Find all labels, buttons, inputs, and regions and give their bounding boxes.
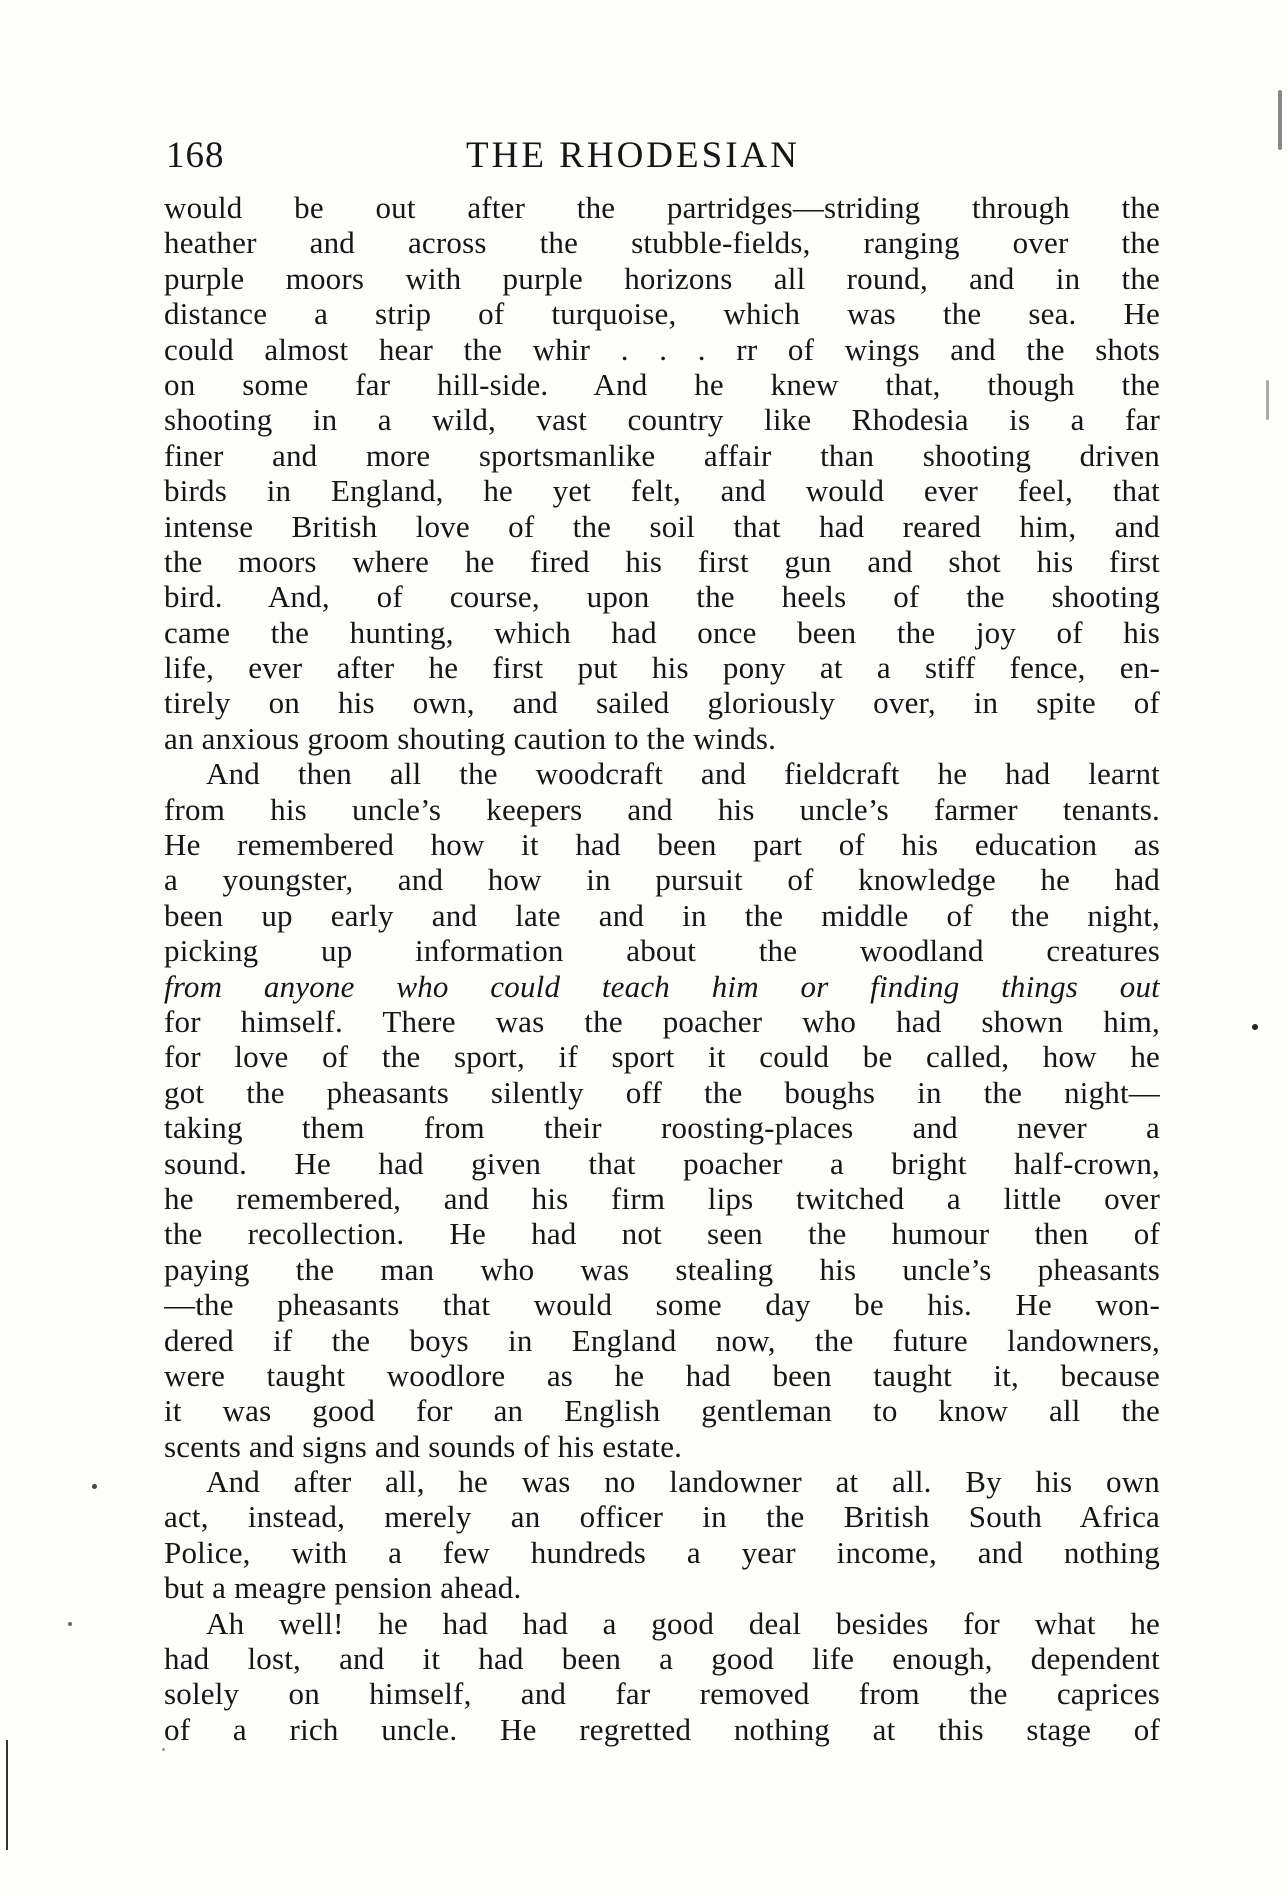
scan-edge-mark: [6, 1740, 8, 1850]
text-line: of a rich uncle. He regretted nothing at this stage of: [164, 1711, 1160, 1747]
text-line: Ah well! he had had a good deal besides for what he: [206, 1605, 1160, 1641]
text-line: sound. He had given that poacher a bright half-crown,: [164, 1145, 1160, 1181]
text-line: taking them from their roosting-places and never a: [164, 1110, 1160, 1146]
text-line: the recollection. He had not seen the humour then of: [164, 1216, 1160, 1252]
text-line: solely on himself, and far removed from the caprices: [164, 1676, 1160, 1712]
running-title: THE RHODESIAN: [466, 135, 800, 176]
scan-speck: [1266, 380, 1269, 420]
scan-speck: [92, 1484, 97, 1489]
text-line: intense British love of the soil that had reared him, and: [164, 508, 1160, 544]
text-line: dered if the boys in England now, the future landowners,: [164, 1322, 1160, 1358]
text-line: heather and across the stubble-fields, ranging over the: [164, 225, 1160, 261]
text-line: the moors where he fired his first gun and shot his first: [164, 543, 1160, 579]
text-line: birds in England, he yet felt, and would ever feel, that: [164, 473, 1160, 509]
text-line: it was good for an English gentleman to know all the: [164, 1393, 1160, 1429]
text-line: an anxious groom shouting caution to the winds.: [164, 720, 777, 756]
text-line: for himself. There was the poacher who had shown him,: [164, 1003, 1160, 1039]
text-line: from anyone who could teach him or finding things out: [164, 968, 1160, 1004]
text-line: from his uncle’s keepers and his uncle’s farmer tenants.: [164, 791, 1160, 827]
text-line: on some far hill-side. And he knew that, though the: [164, 366, 1160, 402]
text-line: scents and signs and sounds of his estate.: [164, 1428, 683, 1464]
body-text: [164, 190, 1160, 1747]
text-line: came the hunting, which had once been the joy of his: [164, 614, 1160, 650]
text-line: purple moors with purple horizons all round, and in the: [164, 260, 1160, 296]
text-line: would be out after the partridges—striding through the: [164, 190, 1160, 225]
text-line: bird. And, of course, upon the heels of the shooting: [164, 579, 1160, 615]
text-line: And then all the woodcraft and fieldcraft he had learnt: [206, 756, 1160, 792]
text-line: had lost, and it had been a good life enough, dependent: [164, 1641, 1160, 1677]
scan-speck: [162, 1748, 165, 1751]
text-line: —the pheasants that would some day be his. He won-: [164, 1287, 1160, 1323]
scan-speck: [1252, 1024, 1258, 1030]
text-line: a youngster, and how in pursuit of knowledge he had: [164, 862, 1160, 898]
text-line: shooting in a wild, vast country like Rhodesia is a far: [164, 402, 1160, 438]
text-line: could almost hear the whir . . . rr of wings and the shots: [164, 331, 1160, 367]
text-line: Police, with a few hundreds a year income, and nothing: [164, 1534, 1160, 1570]
page-header: [166, 134, 1162, 182]
page-number: 168: [166, 135, 225, 176]
text-line: And after all, he was no landowner at all. By his own: [206, 1464, 1160, 1500]
text-line: finer and more sportsmanlike affair than shooting driven: [164, 437, 1160, 473]
text-line: life, ever after he first put his pony at a stiff fence, en-: [164, 650, 1160, 686]
text-line: tirely on his own, and sailed gloriously over, in spite of: [164, 685, 1160, 721]
scan-speck: [68, 1622, 72, 1626]
text-line: picking up information about the woodland creatures: [164, 933, 1160, 969]
text-line: got the pheasants silently off the boughs in the night—: [164, 1074, 1160, 1110]
text-line: distance a strip of turquoise, which was the sea. He: [164, 296, 1160, 332]
text-line: paying the man who was stealing his uncle’s pheasants: [164, 1251, 1160, 1287]
text-line: for love of the sport, if sport it could be called, how he: [164, 1039, 1160, 1075]
text-line: were taught woodlore as he had been taught it, because: [164, 1357, 1160, 1393]
text-line: act, instead, merely an officer in the British South Africa: [164, 1499, 1160, 1535]
text-line: he remembered, and his firm lips twitched a little over: [164, 1180, 1160, 1216]
text-line: been up early and late and in the middle of the night,: [164, 897, 1160, 933]
text-line: but a meagre pension ahead.: [164, 1570, 522, 1606]
scan-speck: [1278, 90, 1282, 150]
text-line: He remembered how it had been part of his education as: [164, 827, 1160, 863]
